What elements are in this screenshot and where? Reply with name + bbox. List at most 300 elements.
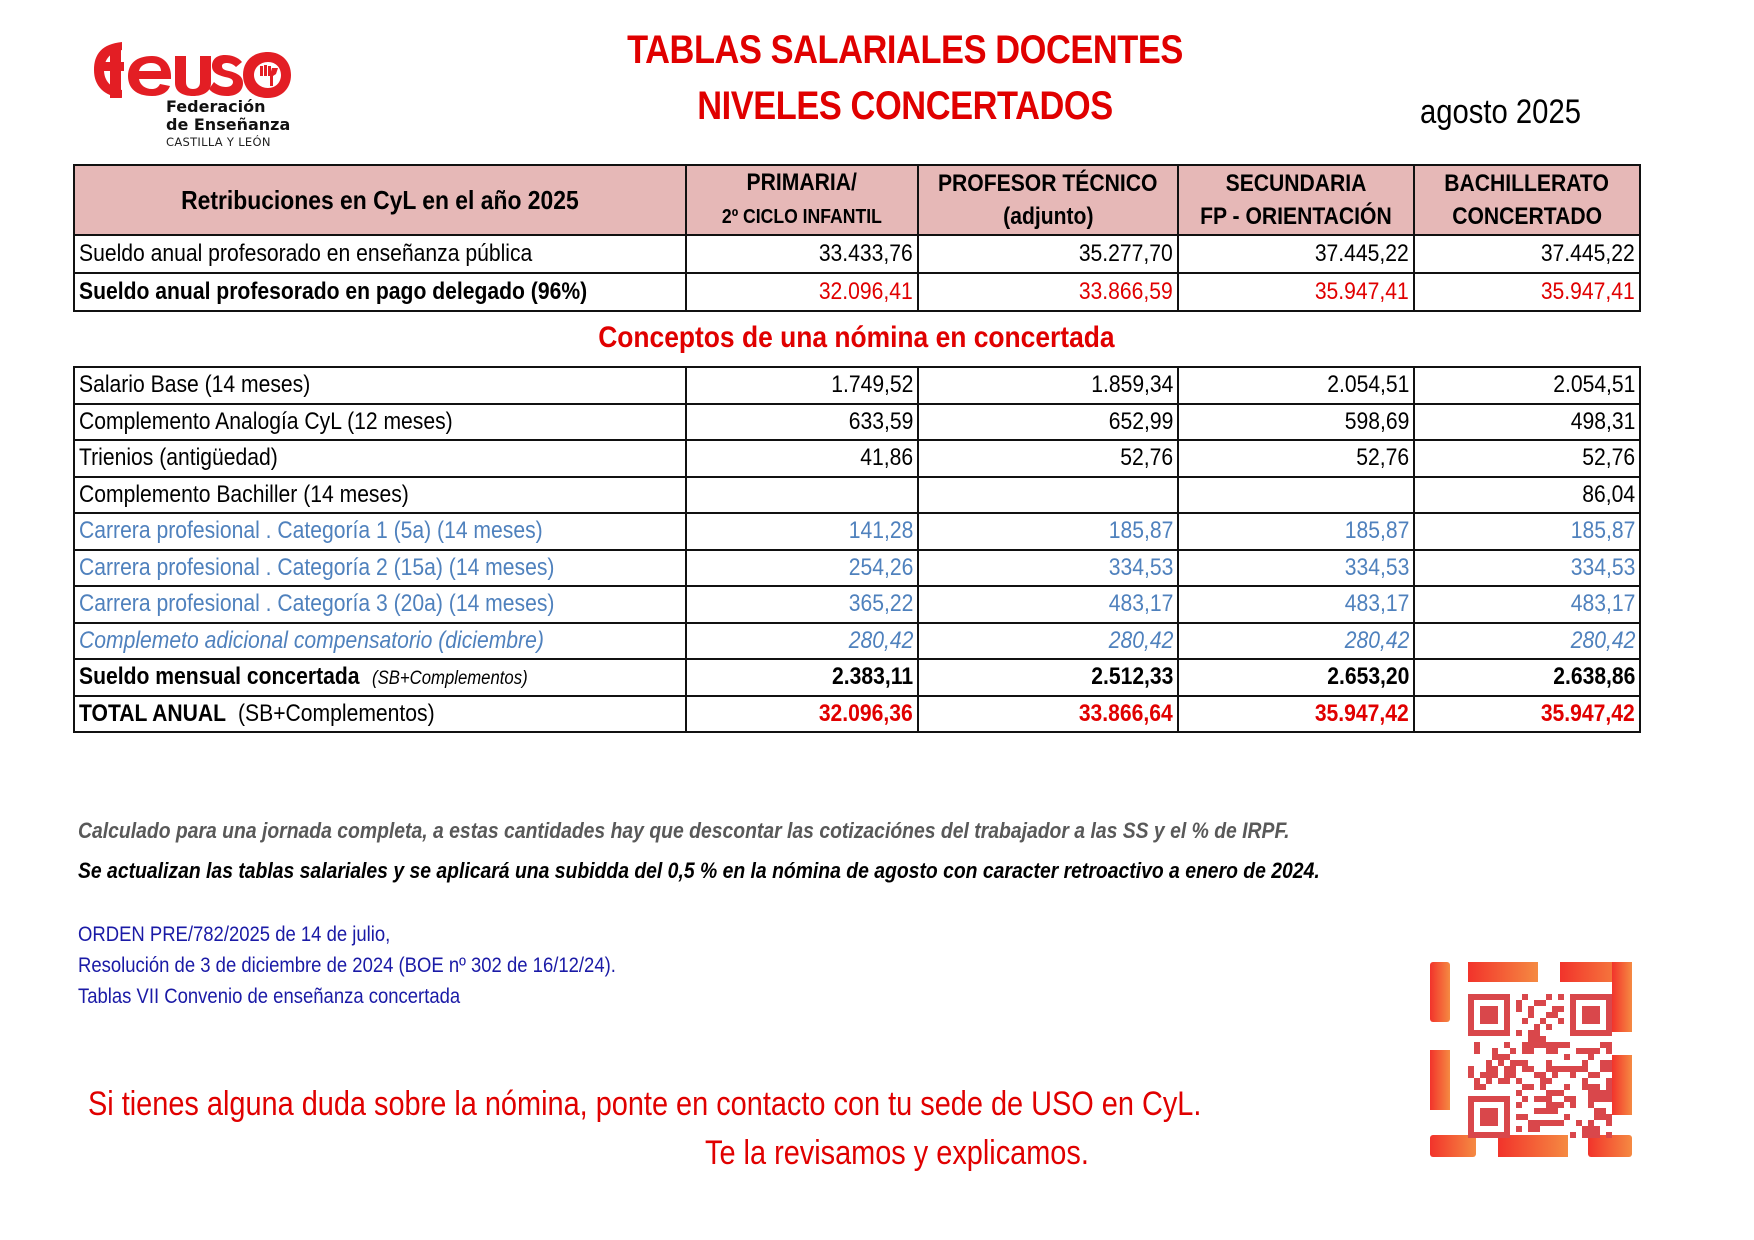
value-text: 32.096,36 bbox=[819, 699, 913, 727]
qr-module bbox=[1588, 1120, 1594, 1126]
qr-module bbox=[1546, 1096, 1552, 1102]
value-cell bbox=[686, 404, 918, 441]
qr-module bbox=[1558, 1120, 1564, 1126]
value-text: 483,17 bbox=[1108, 590, 1173, 618]
qr-module bbox=[1600, 1108, 1606, 1114]
row-label bbox=[74, 404, 686, 441]
payroll-concepts-table bbox=[73, 366, 1641, 733]
qr-module bbox=[1516, 1114, 1522, 1120]
qr-module bbox=[1552, 1048, 1558, 1054]
value-cell bbox=[918, 440, 1178, 477]
qr-module bbox=[1558, 994, 1564, 1000]
qr-module bbox=[1522, 1084, 1528, 1090]
row-label-text: TOTAL ANUAL bbox=[79, 699, 227, 727]
value-cell bbox=[918, 235, 1178, 273]
value-text: 334,53 bbox=[1108, 553, 1173, 581]
value-cell bbox=[918, 623, 1178, 660]
note-calculation: Calculado para una jornada completa, a estas cantidades hay que descontar las cotizaciónes del trabajador a las SS y el % de IRPF. bbox=[78, 818, 1290, 843]
section-title bbox=[73, 318, 1639, 358]
qr-module bbox=[1522, 1066, 1528, 1072]
qr-module bbox=[1504, 1054, 1510, 1060]
logo-line1: Federación bbox=[166, 97, 266, 116]
qr-module bbox=[1552, 1066, 1558, 1072]
qr-module bbox=[1564, 1066, 1570, 1072]
qr-module bbox=[1582, 1084, 1588, 1090]
qr-module bbox=[1474, 1042, 1480, 1048]
value-cell bbox=[686, 659, 918, 696]
column-header-label: Retribuciones en CyL en el año 2025 bbox=[181, 184, 579, 215]
qr-module bbox=[1492, 1066, 1498, 1072]
qr-module bbox=[1486, 1072, 1492, 1078]
qr-module bbox=[1582, 1060, 1588, 1066]
feuso-logo bbox=[92, 38, 332, 148]
row-label bbox=[74, 623, 686, 660]
qr-module bbox=[1582, 1078, 1588, 1084]
qr-module bbox=[1534, 1120, 1540, 1126]
concept-row-complemento-compensatorio bbox=[74, 623, 1640, 660]
qr-module bbox=[1498, 1078, 1504, 1084]
value-cell bbox=[1414, 477, 1640, 514]
value-text: 185,87 bbox=[1344, 517, 1409, 545]
column-header-line2: FP - ORIENTACIÓN bbox=[1200, 203, 1392, 230]
qr-module bbox=[1552, 1006, 1558, 1012]
qr-module bbox=[1576, 1048, 1582, 1054]
value-text: 2.653,20 bbox=[1326, 663, 1409, 691]
qr-module bbox=[1504, 1042, 1510, 1048]
row-label-text: Carrera profesional . Categoría 2 (15a) (14 meses) bbox=[79, 553, 555, 581]
logo-federation-text bbox=[166, 98, 290, 134]
value-text: 1.749,52 bbox=[830, 371, 913, 399]
value-cell bbox=[686, 513, 918, 550]
qr-module bbox=[1534, 1042, 1540, 1048]
concept-row-trienios bbox=[74, 440, 1640, 477]
value-cell bbox=[918, 367, 1178, 404]
row-label bbox=[74, 659, 686, 696]
qr-module bbox=[1552, 1090, 1558, 1096]
qr-module bbox=[1606, 1090, 1612, 1096]
value-cell bbox=[1178, 477, 1414, 514]
value-text: 652,99 bbox=[1108, 407, 1173, 435]
qr-module bbox=[1504, 1066, 1510, 1072]
value-text: 33.866,59 bbox=[1079, 278, 1173, 305]
qr-module bbox=[1594, 1072, 1600, 1078]
qr-module bbox=[1474, 1048, 1480, 1054]
qr-module bbox=[1600, 1114, 1606, 1120]
qr-module bbox=[1546, 1090, 1552, 1096]
qr-module bbox=[1528, 1042, 1534, 1048]
qr-module bbox=[1468, 1096, 1510, 1102]
value-cell bbox=[686, 367, 918, 404]
qr-module bbox=[1582, 1006, 1600, 1024]
value-text: 2.512,33 bbox=[1090, 663, 1173, 691]
qr-module bbox=[1540, 1072, 1546, 1078]
value-cell bbox=[1178, 235, 1414, 273]
value-cell bbox=[1414, 550, 1640, 587]
qr-module bbox=[1546, 1060, 1552, 1066]
qr-module bbox=[1558, 1042, 1564, 1048]
qr-module bbox=[1528, 1036, 1534, 1042]
qr-module bbox=[1540, 1096, 1546, 1102]
qr-code-icon[interactable] bbox=[1428, 960, 1648, 1170]
qr-module bbox=[1540, 1084, 1546, 1090]
qr-module bbox=[1552, 1108, 1558, 1114]
qr-module bbox=[1504, 1072, 1510, 1078]
qr-module bbox=[1516, 1126, 1522, 1132]
qr-module bbox=[1552, 1042, 1558, 1048]
qr-module bbox=[1468, 994, 1510, 1000]
qr-module bbox=[1510, 1066, 1516, 1072]
page-title-line1: TABLAS SALARIALES DOCENTES bbox=[627, 28, 1183, 72]
row-label bbox=[74, 696, 686, 733]
qr-module bbox=[1486, 1060, 1492, 1066]
qr-module bbox=[1540, 1042, 1546, 1048]
column-header-line1: SECUNDARIA bbox=[1225, 170, 1367, 197]
qr-module bbox=[1552, 1012, 1558, 1018]
qr-module bbox=[1588, 1048, 1594, 1054]
qr-module bbox=[1498, 1054, 1504, 1060]
qr-module bbox=[1534, 1000, 1540, 1006]
value-cell bbox=[686, 235, 918, 273]
qr-module bbox=[1540, 1018, 1546, 1024]
value-text: 2.054,51 bbox=[1326, 371, 1409, 399]
summary-salary-table bbox=[73, 164, 1641, 312]
value-cell bbox=[686, 550, 918, 587]
qr-module bbox=[1534, 1126, 1540, 1132]
qr-module bbox=[1534, 1036, 1540, 1042]
qr-module bbox=[1552, 1102, 1558, 1108]
qr-module bbox=[1528, 1084, 1534, 1090]
qr-module bbox=[1564, 1084, 1570, 1090]
value-text: 185,87 bbox=[1570, 517, 1635, 545]
concept-row-complemento-analogia bbox=[74, 404, 1640, 441]
qr-module bbox=[1504, 1078, 1510, 1084]
qr-module bbox=[1528, 1048, 1534, 1054]
value-cell bbox=[1178, 586, 1414, 623]
qr-module bbox=[1606, 1132, 1612, 1138]
qr-module bbox=[1516, 1090, 1522, 1096]
qr-module bbox=[1582, 1126, 1588, 1132]
column-header-line2: CONCERTADO bbox=[1452, 203, 1602, 230]
qr-module bbox=[1516, 1000, 1522, 1006]
qr-module bbox=[1516, 1102, 1522, 1108]
qr-module bbox=[1486, 1078, 1492, 1084]
value-text: 35.277,70 bbox=[1079, 240, 1173, 267]
qr-module bbox=[1576, 1066, 1582, 1072]
row-label bbox=[74, 513, 686, 550]
qr-module bbox=[1558, 1090, 1564, 1096]
qr-module bbox=[1570, 1102, 1576, 1108]
value-text: 35.947,42 bbox=[1315, 699, 1409, 727]
row-label bbox=[74, 273, 686, 311]
column-header-line2: 2º CICLO INFANTIL bbox=[722, 206, 882, 228]
qr-module bbox=[1492, 1072, 1498, 1078]
value-text: 280,42 bbox=[1108, 626, 1173, 654]
qr-module bbox=[1564, 1054, 1570, 1060]
value-cell bbox=[1414, 696, 1640, 733]
qr-module bbox=[1576, 1120, 1582, 1126]
qr-module bbox=[1546, 1078, 1552, 1084]
qr-module bbox=[1588, 1132, 1594, 1138]
column-header-line1: BACHILLERATO bbox=[1444, 170, 1610, 197]
qr-module bbox=[1480, 1006, 1498, 1024]
qr-module bbox=[1570, 1030, 1612, 1036]
qr-module bbox=[1468, 994, 1474, 1036]
logo-region-text: CASTILLA Y LEÓN bbox=[166, 135, 271, 149]
value-text: 483,17 bbox=[1570, 590, 1635, 618]
qr-module bbox=[1522, 1060, 1528, 1066]
qr-module bbox=[1510, 1072, 1516, 1078]
row-label-text: Complemeto adicional compensatorio (diciembre) bbox=[79, 626, 544, 654]
value-cell bbox=[1414, 273, 1640, 311]
value-text: 633,59 bbox=[848, 407, 913, 435]
value-cell bbox=[1178, 440, 1414, 477]
value-text: 37.445,22 bbox=[1541, 240, 1635, 267]
qr-module bbox=[1486, 1066, 1492, 1072]
qr-module bbox=[1594, 1114, 1600, 1120]
value-text: 141,28 bbox=[848, 517, 913, 545]
qr-module bbox=[1606, 1078, 1612, 1084]
qr-module bbox=[1480, 1084, 1486, 1090]
qr-module bbox=[1588, 1102, 1594, 1108]
value-cell bbox=[918, 550, 1178, 587]
value-text: 2.054,51 bbox=[1552, 371, 1635, 399]
qr-module bbox=[1546, 1012, 1552, 1018]
qr-module bbox=[1582, 1066, 1588, 1072]
qr-module bbox=[1546, 1048, 1552, 1054]
value-cell bbox=[1414, 623, 1640, 660]
value-text: 280,42 bbox=[848, 626, 913, 654]
qr-module bbox=[1552, 1072, 1558, 1078]
value-cell bbox=[1414, 367, 1640, 404]
value-cell bbox=[1414, 659, 1640, 696]
document-date: agosto 2025 bbox=[1420, 93, 1581, 131]
qr-module bbox=[1570, 1096, 1576, 1102]
value-cell bbox=[1178, 513, 1414, 550]
qr-module bbox=[1564, 1114, 1570, 1120]
value-cell bbox=[686, 586, 918, 623]
row-label bbox=[74, 440, 686, 477]
qr-module bbox=[1570, 994, 1612, 1000]
qr-module bbox=[1504, 994, 1510, 1036]
row-label bbox=[74, 235, 686, 273]
row-label-suffix: (SB+Complementos) bbox=[371, 668, 528, 690]
note-update: Se actualizan las tablas salariales y se aplicará una subidda del 0,5 % en la nómina de agosto con caracter retroactivo a enero de 2024. bbox=[78, 858, 1320, 883]
value-cell bbox=[1414, 440, 1640, 477]
qr-module bbox=[1534, 1024, 1540, 1030]
qr-module bbox=[1516, 1060, 1522, 1066]
qr-module bbox=[1540, 1078, 1546, 1084]
qr-module bbox=[1522, 1048, 1528, 1054]
value-cell bbox=[686, 696, 918, 733]
qr-module bbox=[1468, 1132, 1510, 1138]
value-cell bbox=[1178, 367, 1414, 404]
qr-module bbox=[1534, 1096, 1540, 1102]
value-cell bbox=[686, 273, 918, 311]
qr-module bbox=[1534, 1030, 1540, 1036]
qr-module bbox=[1594, 1126, 1600, 1132]
qr-module bbox=[1558, 1006, 1564, 1012]
qr-module bbox=[1594, 1084, 1600, 1090]
contact-message-line2: Te la revisamos y explicamos. bbox=[705, 1134, 1089, 1172]
value-text: 52,76 bbox=[1356, 444, 1409, 472]
qr-module bbox=[1606, 1060, 1612, 1066]
column-header-line1: PROFESOR TÉCNICO bbox=[938, 170, 1158, 197]
row-label bbox=[74, 586, 686, 623]
qr-module bbox=[1606, 1114, 1612, 1120]
value-cell bbox=[1178, 659, 1414, 696]
row-label-text: Complemento Analogía CyL (12 meses) bbox=[79, 407, 453, 435]
qr-module bbox=[1600, 1066, 1606, 1072]
qr-module bbox=[1600, 1090, 1606, 1096]
qr-module bbox=[1606, 1066, 1612, 1072]
value-cell bbox=[918, 659, 1178, 696]
qr-module bbox=[1594, 1132, 1600, 1138]
value-text: 280,42 bbox=[1344, 626, 1409, 654]
qr-module bbox=[1498, 1060, 1504, 1066]
value-text: 598,69 bbox=[1344, 407, 1409, 435]
qr-module bbox=[1570, 1066, 1576, 1072]
value-text: 35.947,41 bbox=[1315, 278, 1409, 305]
row-label-text: Complemento Bachiller (14 meses) bbox=[79, 480, 409, 508]
value-text: 254,26 bbox=[848, 553, 913, 581]
value-text: 33.433,76 bbox=[819, 240, 913, 267]
row-label-suffix: (SB+Complementos) bbox=[238, 699, 435, 727]
concept-row-salario-base bbox=[74, 367, 1640, 404]
qr-module bbox=[1522, 1096, 1528, 1102]
qr-module bbox=[1516, 1006, 1522, 1012]
qr-module bbox=[1588, 1054, 1594, 1060]
qr-module bbox=[1516, 1078, 1522, 1084]
value-text: 86,04 bbox=[1582, 480, 1635, 508]
summary-row-public bbox=[74, 235, 1640, 273]
qr-module bbox=[1570, 994, 1576, 1036]
qr-module bbox=[1528, 1120, 1534, 1126]
qr-module bbox=[1522, 1042, 1528, 1048]
summary-header-row bbox=[74, 165, 1640, 235]
qr-module bbox=[1522, 1114, 1528, 1120]
value-text: 2.638,86 bbox=[1552, 663, 1635, 691]
concept-row-carrera-cat2 bbox=[74, 550, 1640, 587]
value-text: 280,42 bbox=[1570, 626, 1635, 654]
qr-module bbox=[1582, 1048, 1588, 1054]
qr-module bbox=[1564, 1042, 1570, 1048]
value-text: 2.383,11 bbox=[831, 663, 913, 691]
qr-module bbox=[1588, 1096, 1594, 1102]
value-cell bbox=[918, 513, 1178, 550]
qr-module bbox=[1468, 1072, 1474, 1078]
value-text: 334,53 bbox=[1344, 553, 1409, 581]
qr-module bbox=[1528, 1126, 1534, 1132]
qr-module bbox=[1594, 1096, 1600, 1102]
qr-module bbox=[1492, 1054, 1498, 1060]
row-label-text: Sueldo mensual concertada bbox=[79, 663, 360, 691]
value-cell bbox=[1414, 404, 1640, 441]
qr-module bbox=[1588, 1072, 1594, 1078]
qr-module bbox=[1540, 1036, 1546, 1042]
qr-module bbox=[1582, 1132, 1588, 1138]
qr-module bbox=[1558, 1066, 1564, 1072]
qr-module bbox=[1546, 1108, 1552, 1114]
column-header-secundaria bbox=[1178, 165, 1414, 235]
qr-module bbox=[1606, 1120, 1612, 1126]
qr-module bbox=[1474, 1084, 1480, 1090]
qr-module bbox=[1546, 1102, 1552, 1108]
column-header-profesor-tecnico bbox=[918, 165, 1178, 235]
concept-row-sueldo-mensual bbox=[74, 659, 1640, 696]
qr-module bbox=[1552, 1120, 1558, 1126]
qr-module bbox=[1594, 1048, 1600, 1054]
contact-message-line1: Si tienes alguna duda sobre la nómina, ponte en contacto con tu sede de USO en CyL. bbox=[88, 1085, 1202, 1123]
value-cell bbox=[1178, 623, 1414, 660]
qr-module bbox=[1540, 1120, 1546, 1126]
page-title-line2: NIVELES CONCERTADOS bbox=[697, 84, 1113, 128]
section-title-text: Conceptos de una nómina en concertada bbox=[597, 321, 1115, 354]
value-cell bbox=[1414, 513, 1640, 550]
value-text: 52,76 bbox=[1582, 444, 1635, 472]
row-label-text: Sueldo anual profesorado en enseñanza pública bbox=[79, 240, 533, 267]
qr-module bbox=[1528, 1012, 1534, 1018]
value-cell bbox=[1414, 235, 1640, 273]
qr-module bbox=[1540, 1108, 1546, 1114]
value-cell bbox=[918, 477, 1178, 514]
row-label-text: Carrera profesional . Categoría 1 (5a) (14 meses) bbox=[79, 517, 543, 545]
qr-module bbox=[1510, 1060, 1516, 1066]
qr-module bbox=[1516, 1030, 1522, 1036]
row-label bbox=[74, 367, 686, 404]
qr-module bbox=[1468, 1030, 1510, 1036]
qr-module bbox=[1522, 1018, 1528, 1024]
reference-convenio: Tablas VII Convenio de enseñanza concertada bbox=[78, 985, 461, 1008]
qr-module bbox=[1522, 994, 1528, 1000]
column-header-line2: (adjunto) bbox=[1002, 203, 1094, 230]
qr-module bbox=[1546, 994, 1552, 1000]
qr-module bbox=[1606, 1096, 1612, 1102]
value-text: 498,31 bbox=[1570, 407, 1635, 435]
value-text: 41,86 bbox=[860, 444, 913, 472]
value-cell bbox=[918, 273, 1178, 311]
value-cell bbox=[1178, 273, 1414, 311]
qr-module bbox=[1504, 1096, 1510, 1138]
qr-module bbox=[1528, 1030, 1534, 1036]
qr-module bbox=[1588, 1090, 1594, 1096]
concept-row-carrera-cat3 bbox=[74, 586, 1640, 623]
qr-module bbox=[1606, 994, 1612, 1036]
column-header-bachillerato bbox=[1414, 165, 1640, 235]
qr-module bbox=[1480, 1072, 1486, 1078]
qr-module bbox=[1480, 1108, 1498, 1126]
value-text: 334,53 bbox=[1570, 553, 1635, 581]
value-cell bbox=[1414, 586, 1640, 623]
qr-module bbox=[1564, 1096, 1570, 1102]
qr-module bbox=[1558, 1102, 1564, 1108]
qr-module bbox=[1546, 1024, 1552, 1030]
value-cell bbox=[918, 404, 1178, 441]
qr-module bbox=[1540, 1000, 1546, 1006]
qr-module bbox=[1600, 1060, 1606, 1066]
qr-module bbox=[1468, 1096, 1474, 1138]
value-text: 483,17 bbox=[1344, 590, 1409, 618]
value-cell bbox=[686, 440, 918, 477]
row-label-text: Trienios (antigüedad) bbox=[79, 444, 278, 472]
qr-module bbox=[1546, 1120, 1552, 1126]
value-text: 37.445,22 bbox=[1315, 240, 1409, 267]
qr-module bbox=[1600, 1096, 1606, 1102]
qr-module bbox=[1492, 1048, 1498, 1054]
logo-line2: de Enseñanza bbox=[166, 115, 291, 134]
value-cell bbox=[686, 623, 918, 660]
summary-row-delegated bbox=[74, 273, 1640, 311]
reference-orden: ORDEN PRE/782/2025 de 14 de julio, bbox=[78, 923, 391, 946]
